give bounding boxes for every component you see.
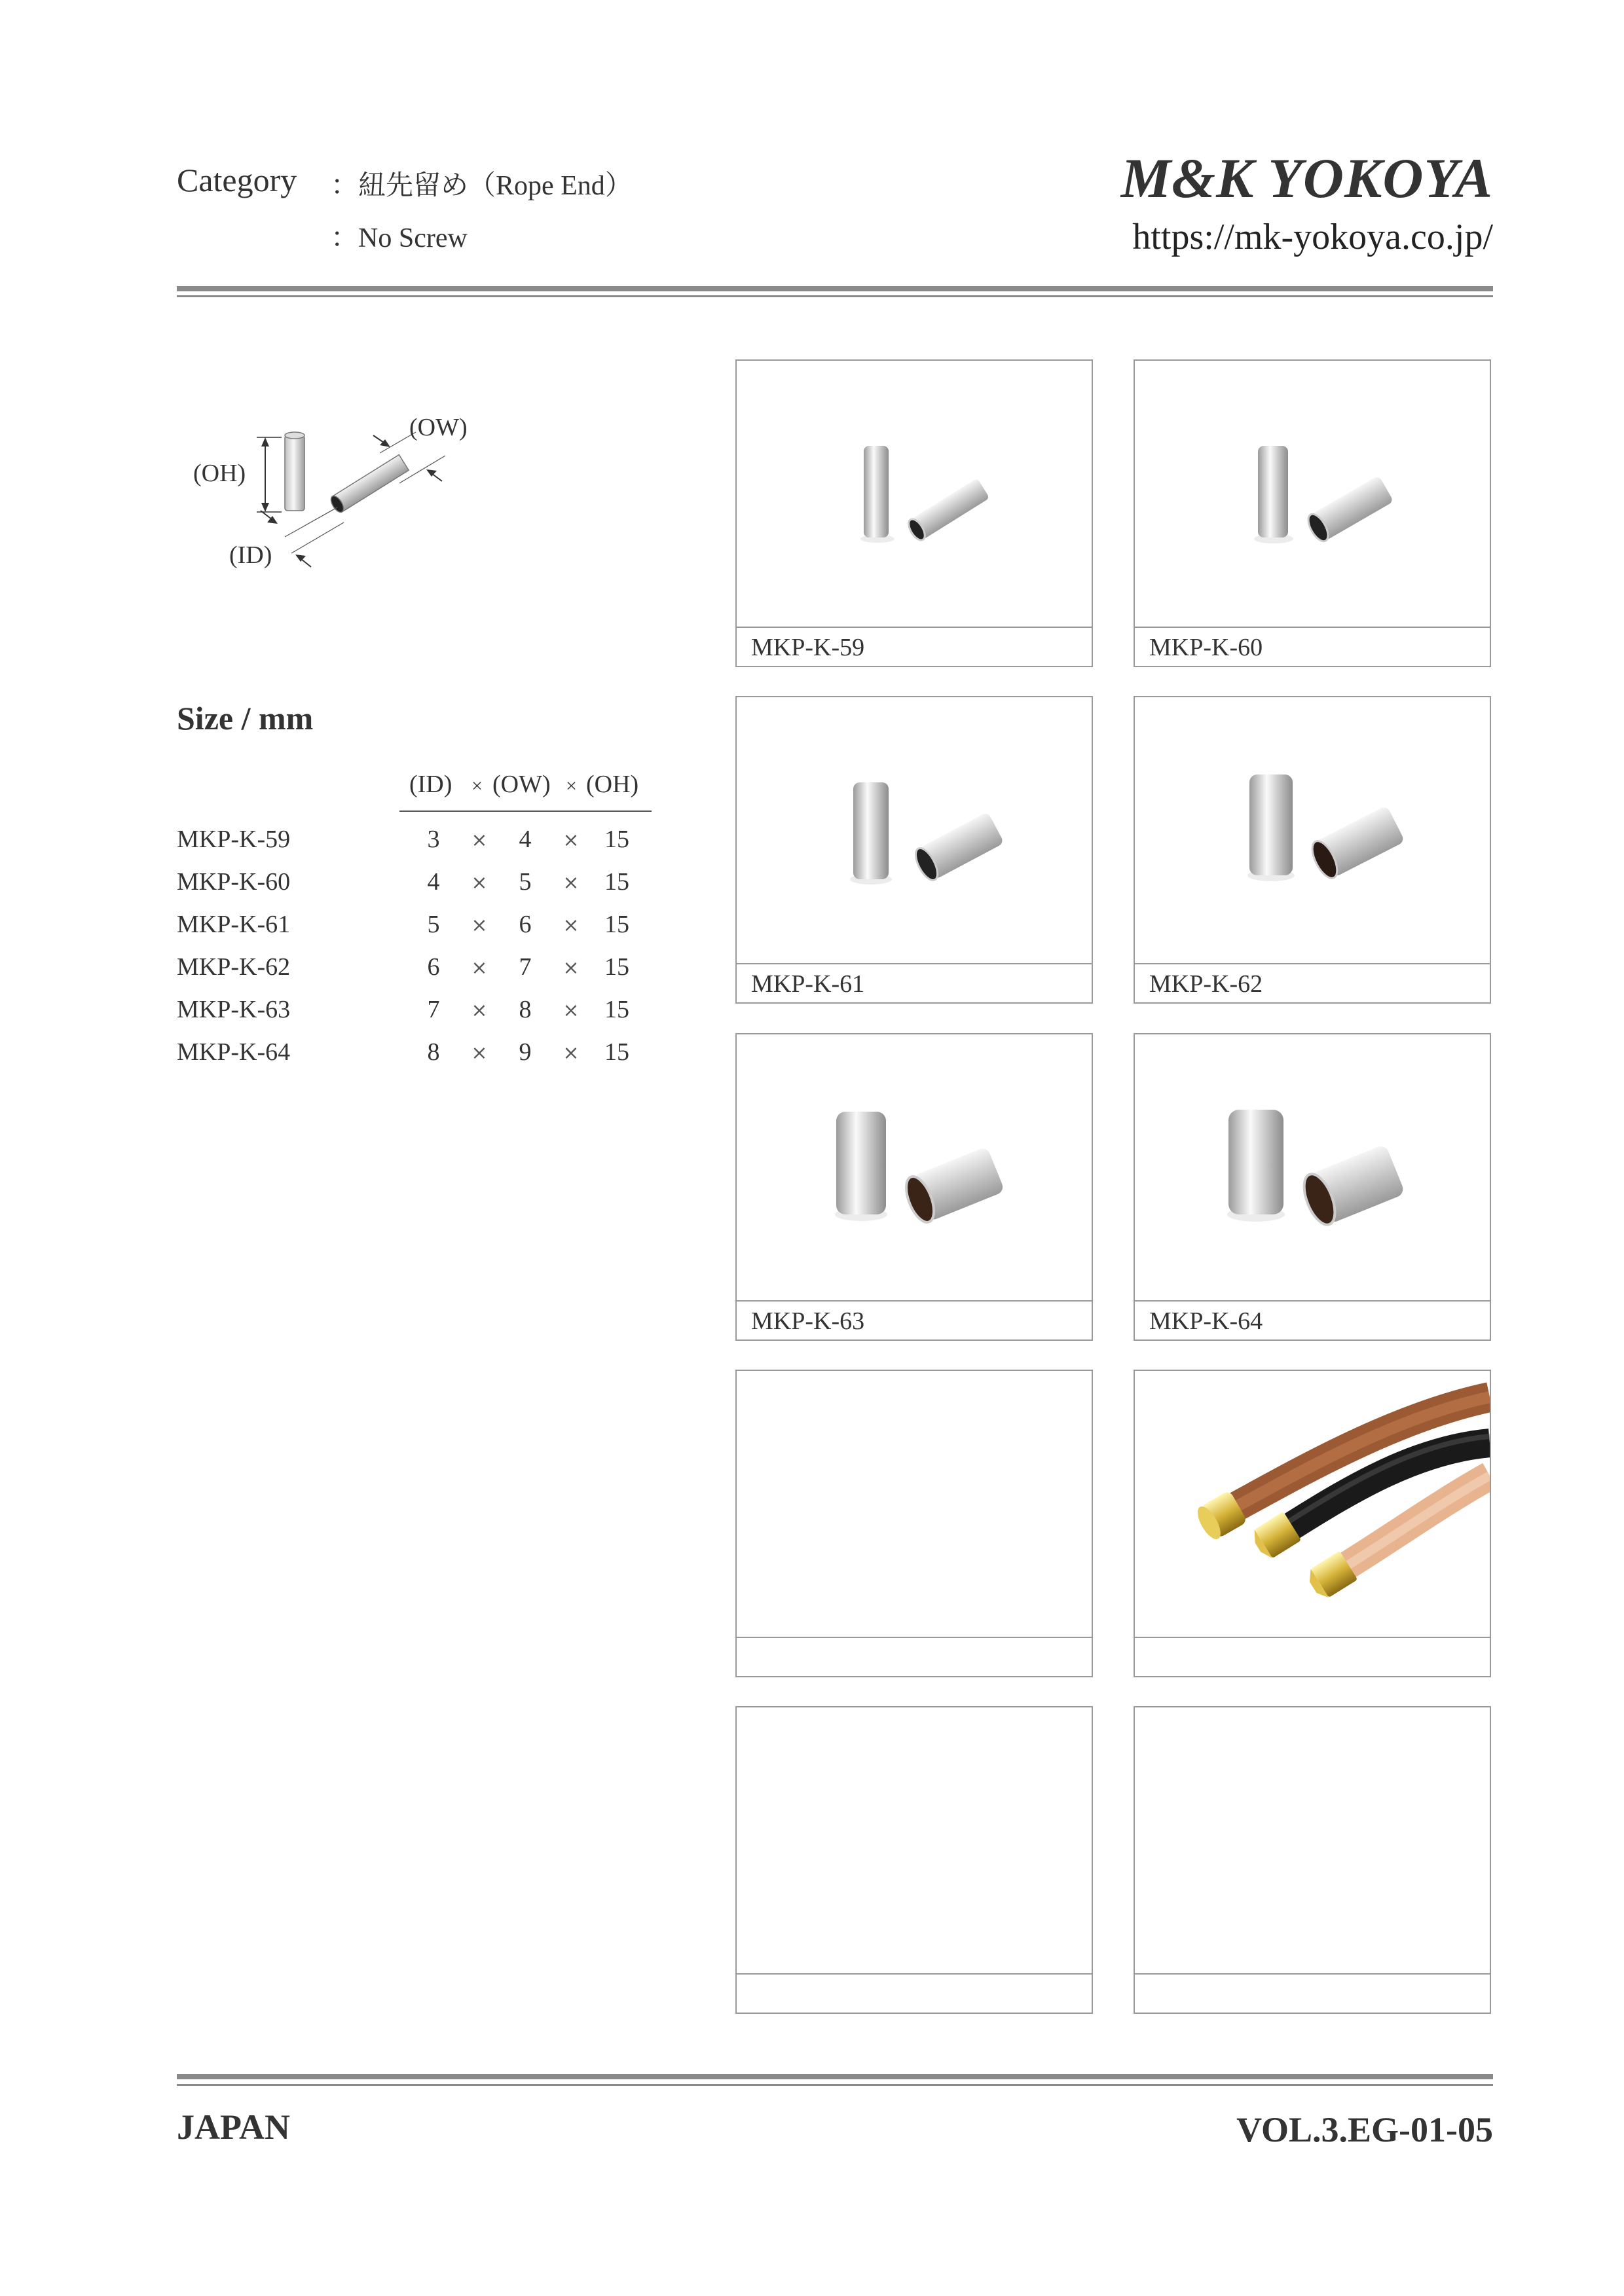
footer-country: JAPAN bbox=[177, 2107, 290, 2147]
table-cell-ow: 5 bbox=[519, 868, 532, 896]
size-title: Size / mm bbox=[177, 700, 314, 737]
product-photo bbox=[1135, 1034, 1490, 1300]
product-photo bbox=[1135, 697, 1490, 963]
product-photo bbox=[1135, 361, 1490, 627]
col-head-x2: × bbox=[566, 775, 577, 797]
times-sign: × bbox=[471, 829, 488, 852]
product-card-empty bbox=[735, 1706, 1093, 2014]
usage-photo bbox=[1135, 1371, 1490, 1637]
times-sign: × bbox=[563, 829, 580, 852]
product-photo bbox=[737, 1034, 1092, 1300]
table-cell-oh: 15 bbox=[604, 868, 629, 896]
table-cell-oh: 15 bbox=[604, 826, 629, 853]
times-sign: × bbox=[563, 914, 580, 937]
table-cell-id: 7 bbox=[427, 996, 440, 1023]
times-sign: × bbox=[471, 957, 488, 979]
col-head-ow: (OW) bbox=[492, 771, 551, 798]
product-caption: MKP-K-60 bbox=[1135, 627, 1490, 666]
dimension-diagram bbox=[183, 406, 511, 589]
times-sign: × bbox=[471, 1042, 488, 1065]
category-label: Category bbox=[177, 162, 297, 198]
website-url[interactable]: https://mk-yokoya.co.jp/ bbox=[1132, 217, 1493, 257]
table-cell-oh: 15 bbox=[604, 911, 629, 938]
times-sign: × bbox=[471, 914, 488, 937]
product-photo-empty bbox=[737, 1371, 1092, 1637]
label-oh: (OH) bbox=[193, 460, 246, 487]
table-cell-oh: 15 bbox=[604, 953, 629, 981]
product-photo-empty bbox=[1135, 1707, 1490, 1973]
col-head-x1: × bbox=[471, 775, 483, 797]
table-row-model: MKP-K-61 bbox=[177, 911, 291, 938]
product-photo bbox=[737, 361, 1092, 627]
category-value-type: ：紐先留め（Rope End） bbox=[331, 171, 633, 201]
times-sign: × bbox=[563, 957, 580, 979]
product-photo-empty bbox=[737, 1707, 1092, 1973]
label-ow: (OW) bbox=[409, 414, 468, 441]
footer-rule bbox=[177, 2074, 1493, 2079]
table-cell-id: 4 bbox=[427, 868, 440, 896]
table-cell-ow: 8 bbox=[519, 996, 532, 1023]
product-caption: MKP-K-62 bbox=[1135, 963, 1490, 1002]
product-photo bbox=[737, 697, 1092, 963]
product-card-empty bbox=[1134, 1706, 1491, 2014]
product-caption: MKP-K-63 bbox=[737, 1300, 1092, 1339]
product-card[interactable] bbox=[735, 696, 1093, 1004]
times-sign: × bbox=[563, 1042, 580, 1065]
brand-name: M&K YOKOYA bbox=[1120, 147, 1493, 210]
table-cell-ow: 7 bbox=[519, 953, 532, 981]
standing-tube-shape bbox=[285, 435, 304, 511]
table-cell-id: 8 bbox=[427, 1038, 440, 1066]
times-sign: × bbox=[471, 871, 488, 894]
table-cell-ow: 6 bbox=[519, 911, 532, 938]
col-head-oh: (OH) bbox=[586, 771, 639, 798]
table-row-model: MKP-K-63 bbox=[177, 996, 291, 1023]
table-cell-ow: 4 bbox=[519, 826, 532, 853]
table-cell-oh: 15 bbox=[604, 996, 629, 1023]
lying-tube-shape bbox=[329, 455, 409, 515]
product-caption bbox=[1135, 1637, 1490, 1676]
table-row-model: MKP-K-64 bbox=[177, 1038, 291, 1066]
table-row-model: MKP-K-62 bbox=[177, 953, 291, 981]
product-caption bbox=[737, 1973, 1092, 2013]
product-card-empty bbox=[735, 1370, 1093, 1677]
times-sign: × bbox=[471, 999, 488, 1022]
footer-rule-thin bbox=[177, 2084, 1493, 2086]
header-rule-thin bbox=[177, 295, 1493, 297]
label-id: (ID) bbox=[229, 541, 272, 569]
table-row-model: MKP-K-60 bbox=[177, 868, 291, 896]
footer-page-code: VOL.3.EG-01-05 bbox=[1236, 2110, 1493, 2149]
product-card[interactable] bbox=[735, 359, 1093, 667]
table-cell-oh: 15 bbox=[604, 1038, 629, 1066]
table-header-rule bbox=[399, 811, 652, 812]
table-cell-id: 6 bbox=[427, 953, 440, 981]
times-sign: × bbox=[563, 871, 580, 894]
table-cell-id: 5 bbox=[427, 911, 440, 938]
product-card[interactable] bbox=[1134, 1033, 1491, 1341]
product-caption: MKP-K-64 bbox=[1135, 1300, 1490, 1339]
table-cell-id: 3 bbox=[427, 826, 440, 853]
col-head-id: (ID) bbox=[409, 771, 452, 798]
product-card[interactable] bbox=[735, 1033, 1093, 1341]
product-card-usage[interactable] bbox=[1134, 1370, 1491, 1677]
dimension-diagram-svg bbox=[183, 406, 511, 589]
product-caption: MKP-K-61 bbox=[737, 963, 1092, 1002]
product-caption: MKP-K-59 bbox=[737, 627, 1092, 666]
product-card[interactable] bbox=[1134, 696, 1491, 1004]
table-row-model: MKP-K-59 bbox=[177, 826, 291, 853]
header-rule bbox=[177, 286, 1493, 291]
category-value-screw: ：No Screw bbox=[331, 223, 468, 253]
product-caption bbox=[737, 1637, 1092, 1676]
times-sign: × bbox=[563, 999, 580, 1022]
table-cell-ow: 9 bbox=[519, 1038, 532, 1066]
product-card[interactable] bbox=[1134, 359, 1491, 667]
product-caption bbox=[1135, 1973, 1490, 2013]
